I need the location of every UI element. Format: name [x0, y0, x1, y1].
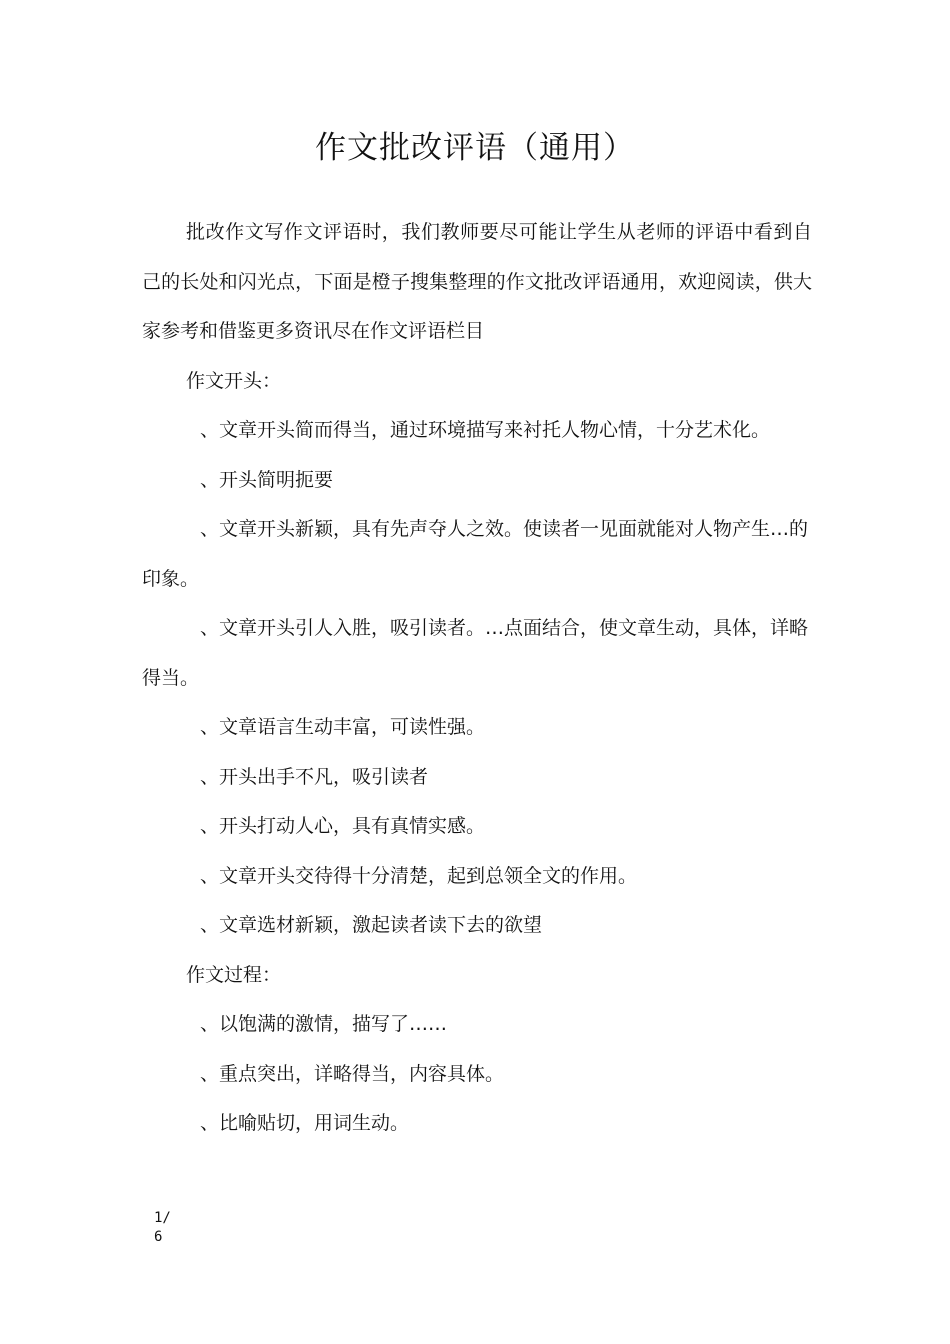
section-heading-opening: 作文开头： [186, 369, 282, 392]
list-item: 、文章语言生动丰富，可读性强。 [200, 716, 486, 738]
list-item: 、文章开头简而得当，通过环境描写来衬托人物心情，十分艺术化。 [200, 419, 771, 441]
list-item: 、文章开头引人入胜，吸引读者。…点面结合，使文章生动，具体，详略得当。 [142, 617, 809, 689]
list-item: 、文章开头交待得十分清楚，起到总领全文的作用。 [200, 864, 638, 887]
document-body [142, 208, 812, 1149]
list-item: 、开头出手不凡，吸引读者 [200, 765, 429, 788]
intro-paragraph: 批改作文写作文评语时，我们教师要尽可能让学生从老师的评语中看到自己的长处和闪光点，下面是橙子搜集整理的作文批改评语通用，欢迎阅读，供大家参考和借鉴更多资讯尽在作文评语栏目 [142, 221, 812, 342]
list-item: 、重点突出，详略得当，内容具体。 [200, 1062, 505, 1085]
list-item: 、文章开头新颖，具有先声夺人之效。使读者一见面就能对人物产生…的印象。 [142, 518, 809, 590]
page-number: 1/6 [154, 1210, 171, 1245]
list-item: 、以饱满的激情，描写了…… [200, 1013, 448, 1035]
list-item: 、开头简明扼要 [200, 468, 334, 491]
list-item: 、开头打动人心，具有真情实感。 [200, 815, 486, 837]
list-item: 、文章选材新颖，激起读者读下去的欲望 [200, 914, 543, 936]
document-title: 作文批改评语（通用） [315, 130, 635, 166]
list-item: 、比喻贴切，用词生动。 [200, 1112, 410, 1134]
section-heading-process: 作文过程： [186, 963, 282, 986]
